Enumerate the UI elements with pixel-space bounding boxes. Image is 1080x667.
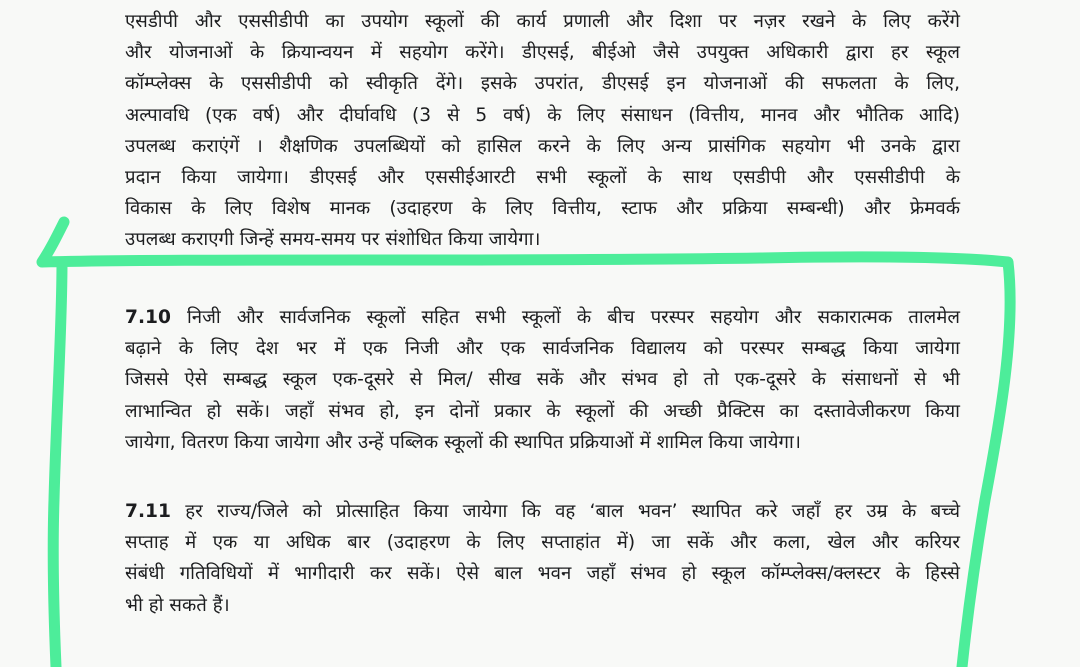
text-line: उपलब्ध कराएंगें । शैक्षणिक उपलब्धियों को हासिल करने के लिए अन्य प्रासंगिक सहयोग भी उनके द्वारा	[125, 135, 960, 157]
text-line: प्रदान किया जायेगा। डीएसई और एससीईआरटी सभी स्कूलों के साथ एसडीपी और एससीडीपी के	[125, 167, 960, 189]
text-line: अल्पावधि (एक वर्ष) और दीर्घावधि (3 से 5 वर्ष) के लिए संसाधन (वित्तीय, मानव और भौतिक आदि)	[125, 104, 960, 126]
text-line: उपलब्ध कराएगी जिन्हें समय-समय पर संशोधित किया जायेगा।	[125, 229, 541, 251]
text-line: जिससे ऐसे सम्बद्ध स्कूल एक-दूसरे से मिल/ सीख सकें और संभव हो तो एक-दूसरे के संसाधनों से भी	[125, 369, 960, 391]
text-line: विकास के लिए विशेष मानक (उदाहरण के लिए वित्तीय, स्टाफ और प्रक्रिया सम्बन्धी) और फ्रेमवर्क	[125, 198, 960, 220]
text-line: कॉम्प्लेक्स के एससीडीपी को स्वीकृति देंगे। इसके उपरांत, डीएसई इन योजनाओं की सफलता के लिए,	[125, 73, 960, 95]
text-line	[125, 496, 960, 527]
text-line: सप्ताह में एक या अधिक बार (उदाहरण के लिए सप्ताहांत में) जा सकें और कला, खेल और करियर	[125, 532, 960, 554]
text-line: बढ़ाने के लिए देश भर में एक निजी और एक सार्वजनिक विद्यालय को परस्पर सम्बद्ध किया जायेगा	[125, 338, 960, 360]
paragraph-7-10	[125, 302, 960, 458]
section-text: निजी और सार्वजनिक स्कूलों सहित सभी स्कूलों के बीच परस्पर सहयोग और सकारात्मक तालमेल	[186, 307, 960, 328]
section-number: 7.10	[125, 307, 171, 328]
paragraph-previous	[125, 6, 960, 256]
section-text: हर राज्य/जिले को प्रोत्साहित किया जायेगा कि वह ‘बाल भवन’ स्थापित करे जहाँ हर उम्र के बच्चे	[185, 501, 960, 522]
text-line: जायेगा, वितरण किया जायेगा और उन्हें पब्लिक स्कूलों की स्थापित प्रक्रियाओं में शामिल किया जायेगा।	[125, 431, 801, 453]
text-line: संबंधी गतिविधियों में भागीदारी कर सकें। ऐसे बाल भवन जहाँ संभव हो स्कूल कॉम्प्लेक्स/क्लस्टर के हिस्से	[125, 563, 960, 585]
text-line: भी हो सकते हैं।	[125, 594, 230, 616]
section-number: 7.11	[125, 501, 171, 522]
text-line: एसडीपी और एससीडीपी का उपयोग स्कूलों की कार्य प्रणाली और दिशा पर नज़र रखने के लिए करेंगे	[125, 11, 960, 32]
text-line	[125, 302, 960, 333]
paragraph-7-11	[125, 496, 960, 621]
text-line: लाभान्वित हो सकें। जहाँ संभव हो, इन दोनों प्रकार के स्कूलों की अच्छी प्रैक्टिस का दस्तावेजीकरण किया	[125, 400, 960, 422]
text-line: और योजनाओं के क्रियान्वयन में सहयोग करेंगे। डीएसई, बीईओ जैसे उपयुक्त अधिकारी द्वारा हर स्कूल	[125, 42, 960, 64]
